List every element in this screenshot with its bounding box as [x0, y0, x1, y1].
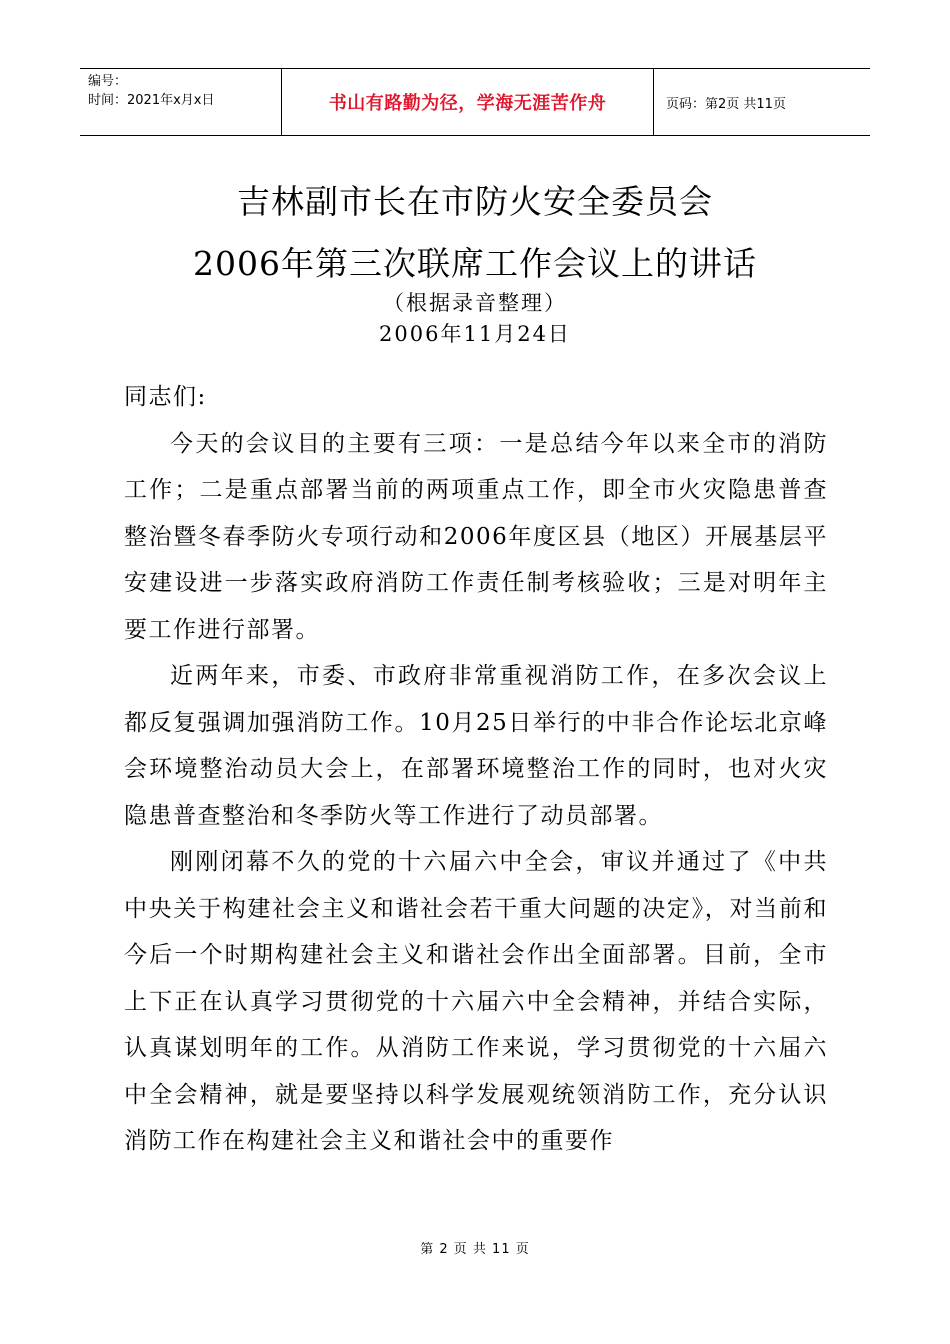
document-date: 2006年11月24日	[379, 322, 571, 346]
document-body	[124, 374, 828, 1165]
motto-text: 书山有路勤为径，学海无涯苦作舟	[328, 93, 607, 114]
number-label: 编号：	[88, 74, 128, 89]
document-title-line1: 吉林副市长在市防火安全委员会	[237, 182, 713, 221]
header-meta-cell	[80, 69, 282, 135]
paragraph: 近两年来，市委、市政府非常重视消防工作，在多次会议上都反复强调加强消防工作。10月25日举行的中非合作论坛北京峰会环境整治动员大会上，在部署环境整治工作的同时，也对火灾隐患普查整治和冬季防火等工作进行了动员部署。	[124, 663, 828, 829]
page-code: 页码：第2页 共11页	[666, 96, 786, 112]
paragraph: 今天的会议目的主要有三项：一是总结今年以来全市的消防工作；二是重点部署当前的两项重点工作，即全市火灾隐患普查整治暨冬春季防火专项行动和2006年度区县（地区）开展基层平安建设进一步落实政府消防工作责任制考核验收；三是对明年主要工作进行部署。	[124, 430, 828, 643]
header-motto-cell	[282, 69, 654, 135]
document-subtitle: （根据录音整理）	[383, 291, 567, 315]
header-table	[80, 68, 870, 136]
time-label: 时间：2021年x月x日	[88, 93, 215, 108]
paragraph: 刚刚闭幕不久的党的十六届六中全会，审议并通过了《中共中央关于构建社会主义和谐社会若干重大问题的决定》，对当前和今后一个时期构建社会主义和谐社会作出全面部署。目前，全市上下正在认真学习贯彻党的十六届六中全会精神，并结合实际，认真谋划明年的工作。从消防工作来说，学习贯彻党的十六届六中全会精神，就是要坚持以科学发展观统领消防工作，充分认识消防工作在构建社会主义和谐社会中的重要作	[124, 849, 828, 1154]
page-footer: 第 2 页 共 11 页	[420, 1242, 530, 1257]
header-page-cell	[654, 69, 870, 135]
salutation: 同志们:	[124, 384, 207, 410]
document-title-line2: 2006年第三次联席工作会议上的讲话	[193, 244, 757, 283]
